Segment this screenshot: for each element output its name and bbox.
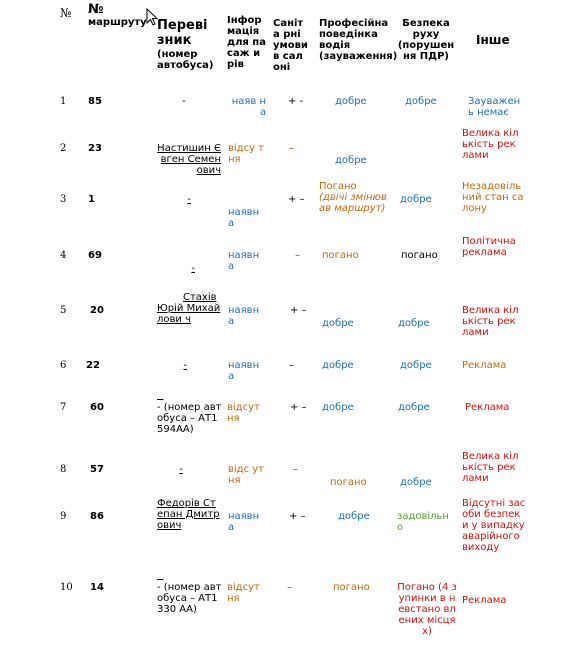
row-driver: добре xyxy=(322,360,354,371)
row-driver-value: Погано xyxy=(319,181,357,192)
header-sanitary: Саніта рні умови в салоні xyxy=(273,18,308,73)
row-inspector: - xyxy=(179,464,183,475)
row-inspector xyxy=(157,390,223,435)
row-no: 1 xyxy=(60,96,67,107)
row-inspector: - xyxy=(182,96,186,107)
row-inspector: - xyxy=(183,360,187,371)
row-route: 57 xyxy=(90,464,104,475)
row-driver: добре xyxy=(335,96,367,107)
row-safety: добре xyxy=(400,360,432,371)
row-driver: добре xyxy=(338,511,370,522)
row-route: 23 xyxy=(88,143,102,154)
row-no: 5 xyxy=(60,305,67,316)
row-driver-note: (двічі змінював маршрут) xyxy=(319,192,387,214)
row-sanitary: + – xyxy=(289,511,306,522)
row-sanitary: – xyxy=(289,360,294,371)
row-safety: добре xyxy=(398,318,430,329)
row-inspector: Настишин Євген Семенович xyxy=(157,143,221,176)
row-route: 85 xyxy=(88,96,102,107)
row-inspector-value: - (номер автобуса – АТ1330 АА) xyxy=(157,582,222,615)
row-no: 7 xyxy=(60,402,67,413)
header-other: Інше xyxy=(476,33,510,47)
header-inspector-note: (номер автобуса) xyxy=(157,49,214,71)
header-inspector: Переві зник xyxy=(157,18,208,48)
header-no: № xyxy=(60,6,72,20)
row-no: 9 xyxy=(60,511,67,522)
header-route: маршруту xyxy=(88,17,147,28)
row-driver: добре xyxy=(322,318,354,329)
row-inspector: - xyxy=(191,263,195,274)
row-route: 86 xyxy=(90,511,104,522)
row-other: Реклама xyxy=(462,360,507,371)
row-driver: погано xyxy=(322,250,359,261)
row-no: 3 xyxy=(60,194,67,205)
row-safety: погано xyxy=(401,250,438,261)
row-info: наявн а xyxy=(228,250,260,272)
row-sanitary: + – xyxy=(288,194,305,205)
row-info: наявн а xyxy=(228,207,260,229)
row-safety: задовільн о xyxy=(397,511,449,533)
row-inspector: Федорів Степан Дмитрович xyxy=(157,498,220,531)
row-driver xyxy=(319,181,391,214)
row-other: Відсутні засоби безпеки у випадку аварійного виходу xyxy=(462,498,526,553)
row-safety: добре xyxy=(405,96,437,107)
row-driver: добре xyxy=(335,155,367,166)
row-other: Велика кількість реклами xyxy=(462,128,519,161)
row-info: відсут ня xyxy=(227,582,260,604)
header-driver: Професійна поведінка водія (зауваження) xyxy=(319,18,398,62)
row-info: відсут ня xyxy=(227,402,260,424)
row-other: Реклама xyxy=(465,402,510,413)
row-safety: добре xyxy=(400,194,432,205)
row-other: Велика кількість реклами xyxy=(462,451,519,484)
row-safety: добре xyxy=(398,402,430,413)
row-no: 4 xyxy=(60,250,67,261)
row-no: 6 xyxy=(60,360,67,371)
row-other: Велика кількість реклами xyxy=(462,305,519,338)
row-inspector xyxy=(157,570,223,615)
row-driver: погано xyxy=(333,582,370,593)
row-info: наявн а xyxy=(228,360,260,382)
row-sanitary: – xyxy=(289,143,294,154)
row-info: наявн а xyxy=(228,511,260,533)
row-sanitary: – xyxy=(293,464,298,475)
row-sanitary: + – xyxy=(290,305,307,316)
row-inspector-value: - (номер автобуса – АТ1594АА) xyxy=(157,402,222,435)
row-route: 60 xyxy=(90,402,104,413)
row-other: Реклама xyxy=(462,595,507,606)
row-info: відс утня xyxy=(228,464,265,486)
row-other: Політична реклама xyxy=(462,236,516,258)
row-sanitary: – xyxy=(287,582,292,593)
row-inspector: - xyxy=(187,194,191,205)
row-safety: добре xyxy=(400,477,432,488)
row-no: 10 xyxy=(60,582,73,593)
row-inspector: Стахів Юрій Михайлови ч xyxy=(157,292,221,325)
row-route: 1 xyxy=(88,194,95,205)
row-no: 2 xyxy=(60,143,67,154)
header-info: Інфор мація для пасаж ирів xyxy=(227,15,266,70)
row-other: Зауважен ь немає xyxy=(468,96,521,118)
row-route: 14 xyxy=(90,582,104,593)
row-driver: добре xyxy=(322,402,354,413)
row-route: 22 xyxy=(86,360,100,371)
row-info: наявн а xyxy=(228,305,260,327)
row-other: Незадовіль ний стан салону xyxy=(462,181,524,214)
row-safety: Погано (4 зупинки в невстано влених місцях) xyxy=(397,582,457,637)
row-driver: погано xyxy=(330,477,367,488)
row-no: 8 xyxy=(60,464,67,475)
row-route: 69 xyxy=(88,250,102,261)
header-safety: Безпека руху (порушен ня ПДР) xyxy=(397,18,455,62)
row-sanitary: + – xyxy=(290,402,307,413)
row-info: відсу тня xyxy=(228,143,265,165)
row-info: наяв на xyxy=(231,96,266,118)
row-route: 20 xyxy=(90,305,104,316)
row-sanitary: – xyxy=(295,250,300,261)
row-sanitary: + - xyxy=(288,96,304,107)
header-route-symbol: № xyxy=(88,2,104,17)
